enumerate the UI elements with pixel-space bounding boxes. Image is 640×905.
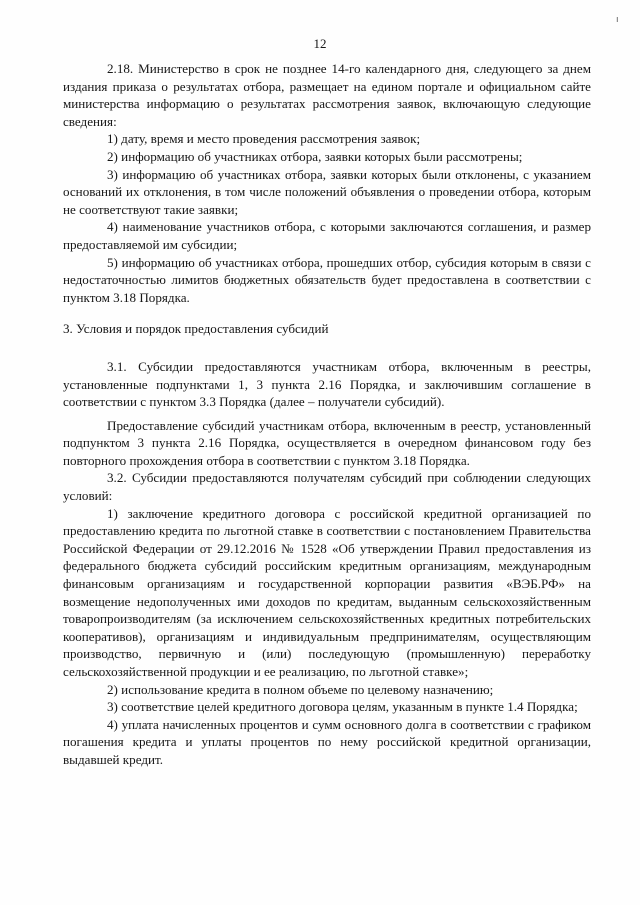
paragraph-3-2: 3.2. Субсидии предоставляются получателям субсидий при соблюдении следующих условий:: [63, 470, 591, 504]
list-item: 2) информацию об участниках отбора, заявки которых были рассмотрены;: [107, 148, 523, 164]
paragraph-2-18: 2.18. Министерство в срок не позднее 14-го календарного дня, следующего за днем издания приказа о результатах отбора, размещает на едином портале и официальном сайте министерства информацию о результатах рассмотрения заявок, включающую следующие сведения:: [63, 61, 591, 129]
list-item: 4) наименование участников отбора, с которыми заключаются соглашения, и размер предоставляемой им субсидии;: [63, 219, 591, 252]
page-number: 12: [313, 36, 327, 51]
condition-item: 4) уплата начисленных процентов и сумм основного долга в соответствии с графиком погашения кредита и уплаты процентов по нему российской кредитной организации, выдавшей кредит.: [63, 716, 591, 767]
condition-item: 3) соответствие целей кредитного договора целям, указанным в пункте 1.4 Порядка;: [107, 699, 578, 715]
page-content: [63, 60, 591, 769]
condition-item: 1) заключение кредитного договора с российской кредитной организацией по предоставлению кредита по льготной ставке в соответствии с постановлением Правительства Российской Федерации от 29.12.2016 № 1528 «Об утверждении Правил предоставления из федерального бюджета субсидий российским кредитным организациям, международным финансовым организациям и государственной корпорации развития «ВЭБ.РФ» на возмещение недополученных ими доходов по кредитам, выданным сельскохозяйственным товаропроизводителям (за исключением сельскохозяйственных кредитных потребительских кооперативов), организациям и индивидуальным предпринимателям, осуществляющим производство, первичную и (или) последующую (промышленную) переработку сельскохозяйственной продукции и ее реализацию, по льготной ставке»;: [63, 505, 591, 679]
corner-mark: ı: [616, 15, 619, 25]
paragraph-3-1: 3.1. Субсидии предоставляются участникам отбора, включенным в реестры, установленные подпунктами 1, 3 пункта 2.16 Порядка, и заключившим соглашение в соответствии с пунктом 3.3 Порядка (далее – получатели субсидий).: [63, 358, 591, 410]
list-item: 3) информацию об участниках отбора, заявки которых были отклонены, с указанием оснований их отклонения, в том числе положений объявления о проведении отбора, которым не соответствуют такие заявки;: [63, 166, 591, 217]
paragraph-3-1-continued: Предоставление субсидий участникам отбора, включенным в реестр, установленный подпунктом 3 пункта 2.16 Порядка, осуществляется в очередном финансовом году без повторного прохождения отбора в соответствии с пунктом 3.18 Порядка.: [63, 417, 591, 468]
list-item: 1) дату, время и место проведения рассмотрения заявок;: [107, 131, 421, 147]
list-item: 5) информацию об участниках отбора, прошедших отбор, субсидия которым в связи с недостаточностью лимитов бюджетных обязательств будет предоставлена в соответствии с пунктом 3.18 Порядка.: [63, 254, 591, 305]
section-heading: 3. Условия и порядок предоставления субсидий: [63, 321, 329, 337]
condition-item: 2) использование кредита в полном объеме по целевому назначению;: [107, 681, 494, 697]
